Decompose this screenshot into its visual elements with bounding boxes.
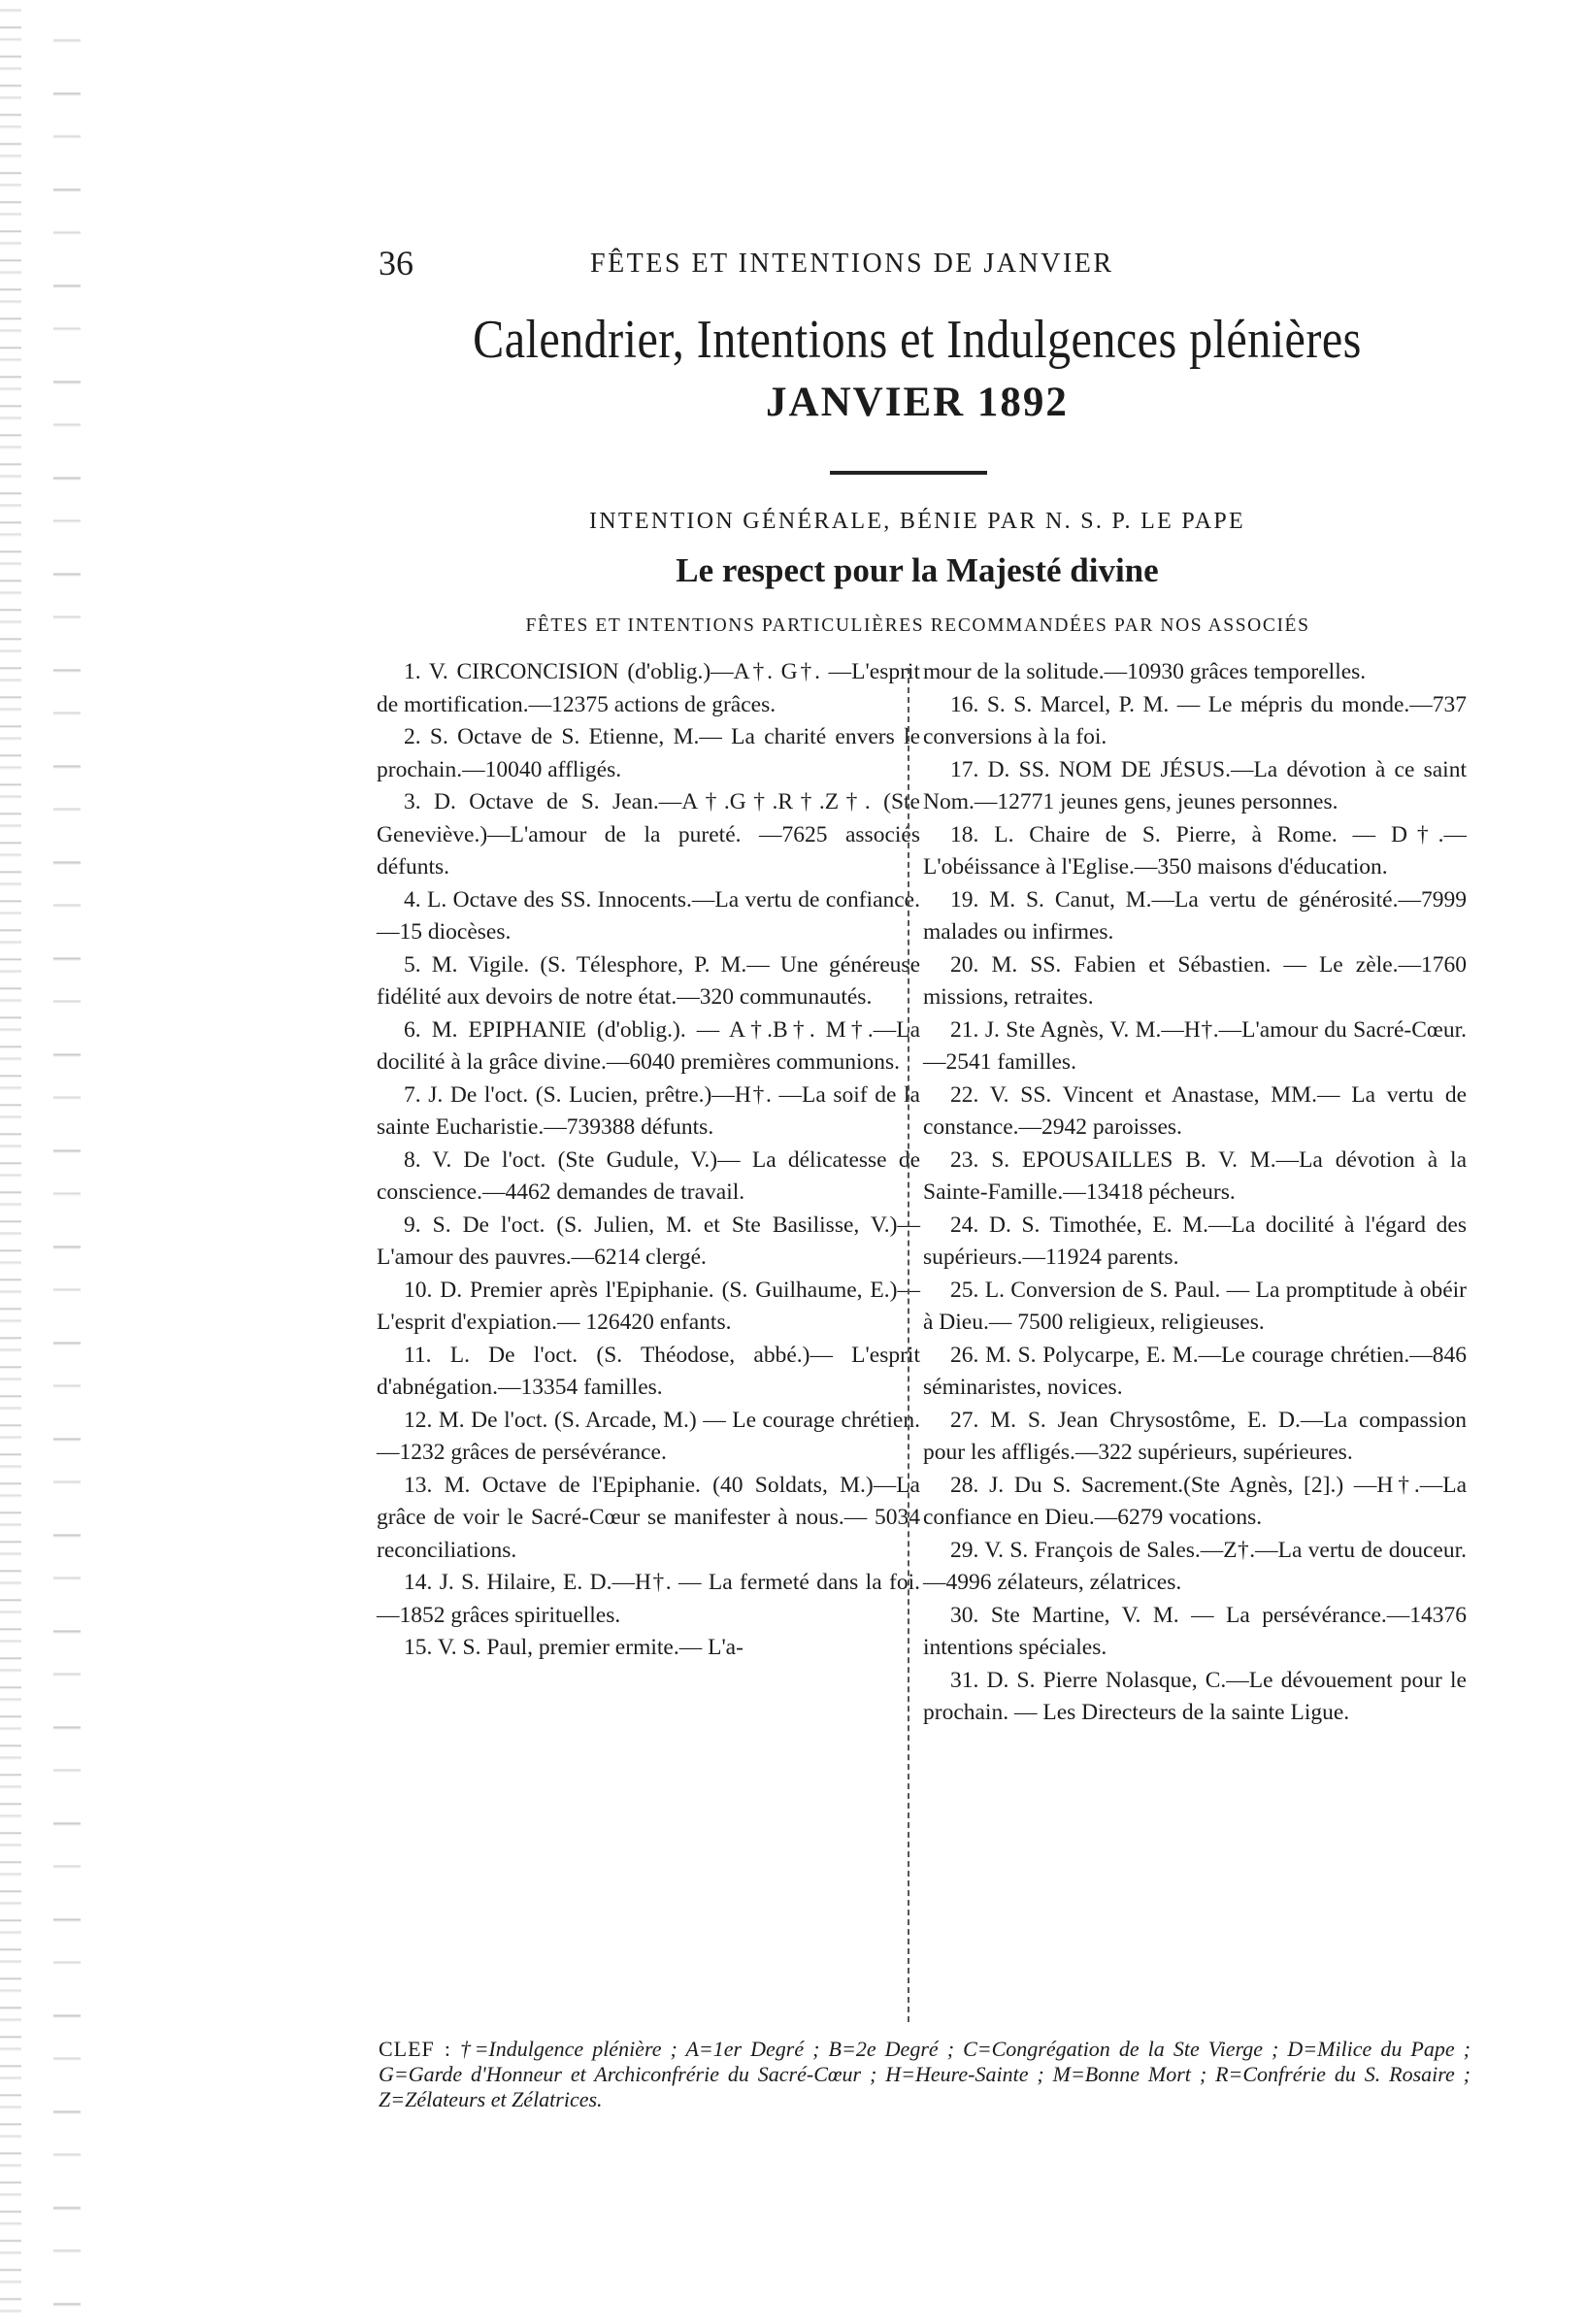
left-column: [377, 656, 920, 1665]
calendar-entry: 19. M. S. Canut, M.—La vertu de générosité.—7999 malades ou infirmes.: [923, 886, 1467, 945]
calendar-entry: 11. L. De l'oct. (S. Théodose, abbé.)— L'esprit d'abnégation.—13354 familles.: [377, 1342, 920, 1400]
calendar-entry: 23. S. EPOUSAILLES B. V. M.—La dévotion à la Sainte-Famille.—13418 pécheurs.: [923, 1146, 1467, 1205]
calendar-entry: 13. M. Octave de l'Epiphanie. (40 Soldats, M.)—La grâce de voir le Sacré-Cœur se manifester à nous.— 5034 reconciliations.: [377, 1472, 920, 1563]
legend-key-text: †=Indulgence plénière ; A=1er Degré ; B=2e Degré ; C=Congrégation de la Ste Vierge ; D=Milice du Pape ; G=Garde d'Honneur et Archiconfrérie du Sacré-Cœur ; H=Heure-Sainte ; M=Bonne Mort ; R=Confrérie du S. Rosaire ; Z=Zélateurs et Zélatrices.: [379, 2037, 1471, 2111]
calendar-entry: 14. J. S. Hilaire, E. D.—H†. — La fermeté dans la foi.—1852 grâces spirituelles.: [377, 1570, 920, 1628]
calendar-entry: 30. Ste Martine, V. M. — La persévérance.—14376 intentions spéciales.: [923, 1602, 1467, 1660]
page-header: [379, 243, 1456, 282]
legend-key-label: CLEF :: [379, 2037, 451, 2061]
calendar-entry: 18. L. Chaire de S. Pierre, à Rome. — D†.—L'obéissance à l'Eglise.—350 maisons d'éducation.: [923, 821, 1467, 880]
title-rule: [830, 471, 987, 475]
page-title: Calendrier, Intentions et Indulgences plénières: [473, 310, 1362, 370]
page-number: 36: [379, 244, 413, 282]
right-column: [923, 656, 1467, 1730]
general-intention-theme: Le respect pour la Majesté divine: [676, 551, 1159, 589]
calendar-entry: 15. V. S. Paul, premier ermite.— L'a-: [404, 1635, 743, 1660]
calendar-entry: 31. D. S. Pierre Nolasque, C.—Le dévouement pour le prochain. — Les Directeurs de la sainte Ligue.: [923, 1667, 1467, 1725]
calendar-entry: 20. M. SS. Fabien et Sébastien. — Le zèle.—1760 missions, retraites.: [923, 951, 1467, 1010]
particular-intentions-heading: FÊTES ET INTENTIONS PARTICULIÈRES RECOMMANDÉES PAR NOS ASSOCIÉS: [525, 615, 1310, 636]
scan-edge-noise-inner: [53, 0, 81, 2324]
calendar-entry: 17. D. SS. NOM DE JÉSUS.—La dévotion à ce saint Nom.—12771 jeunes gens, jeunes personnes.: [923, 756, 1467, 814]
column-divider: [908, 668, 909, 2022]
general-intention-heading: INTENTION GÉNÉRALE, BÉNIE PAR N. S. P. LE PAPE: [588, 509, 1246, 534]
calendar-entry: 21. J. Ste Agnès, V. M.—H†.—L'amour du Sacré-Cœur.—2541 familles.: [923, 1016, 1467, 1075]
calendar-entry: 6. M. EPIPHANIE (d'oblig.). — A†.B†. M†.—La docilité à la grâce divine.—6040 premières communions.: [377, 1016, 920, 1075]
page-subtitle: JANVIER 1892: [766, 380, 1069, 425]
calendar-entry: 9. S. De l'oct. (S. Julien, M. et Ste Basilisse, V.)—L'amour des pauvres.—6214 clergé.: [377, 1212, 920, 1270]
scan-edge-noise: [0, 0, 21, 2324]
calendar-entry: 27. M. S. Jean Chrysostôme, E. D.—La compassion pour les affligés.—322 supérieurs, supérieures.: [923, 1407, 1467, 1465]
calendar-entry: 12. M. De l'oct. (S. Arcade, M.) — Le courage chrétien.—1232 grâces de persévérance.: [377, 1407, 920, 1465]
calendar-entry: 29. V. S. François de Sales.—Z†.—La vertu de douceur.—4996 zélateurs, zélatrices.: [923, 1537, 1467, 1595]
calendar-entry: 10. D. Premier après l'Epiphanie. (S. Guilhaume, E.)—L'esprit d'expiation.— 126420 enfants.: [377, 1277, 920, 1335]
calendar-entry: 8. V. De l'oct. (Ste Gudule, V.)— La délicatesse de conscience.—4462 demandes de travail.: [377, 1146, 920, 1205]
calendar-entry: 16. S. S. Marcel, P. M. — Le mépris du monde.—737 conversions à la foi.: [923, 691, 1467, 749]
calendar-entry: 24. D. S. Timothée, E. M.—La docilité à l'égard des supérieurs.—11924 parents.: [923, 1212, 1467, 1270]
calendar-entry: 3. D. Octave de S. Jean.—A†.G†.R†.Z†. (Ste Geneviève.)—L'amour de la pureté. —7625 associés défunts.: [377, 789, 920, 880]
calendar-entry: 2. S. Octave de S. Etienne, M.— La charité envers le prochain.—10040 affligés.: [377, 724, 920, 782]
calendar-entry: 1. V. CIRCONCISION (d'oblig.)—A†. G†. —L'esprit de mortification.—12375 actions de grâces.: [377, 659, 920, 717]
calendar-entry: 28. J. Du S. Sacrement.(Ste Agnès, [2].) —H†.—La confiance en Dieu.—6279 vocations.: [923, 1472, 1467, 1530]
calendar-entry: 5. M. Vigile. (S. Télesphore, P. M.— Une généreuse fidélité aux devoirs de notre état.—320 communautés.: [377, 951, 920, 1010]
calendar-entry: 4. L. Octave des SS. Innocents.—La vertu de confiance.—15 diocèses.: [377, 886, 920, 945]
calendar-entry: 22. V. SS. Vincent et Anastase, MM.— La vertu de constance.—2942 paroisses.: [923, 1081, 1467, 1140]
calendar-entry: 25. L. Conversion de S. Paul. — La promptitude à obéir à Dieu.— 7500 religieux, religieuses.: [923, 1277, 1467, 1335]
running-head: FÊTES ET INTENTIONS DE JANVIER: [590, 249, 1114, 279]
calendar-entry: mour de la solitude.—10930 grâces temporelles.: [923, 659, 1367, 684]
calendar-entry: 7. J. De l'oct. (S. Lucien, prêtre.)—H†. —La soif de la sainte Eucharistie.—739388 défunts.: [377, 1081, 920, 1140]
legend-key: [379, 2037, 1470, 2112]
calendar-entry: 26. M. S. Polycarpe, E. M.—Le courage chrétien.—846 séminaristes, novices.: [923, 1342, 1467, 1400]
